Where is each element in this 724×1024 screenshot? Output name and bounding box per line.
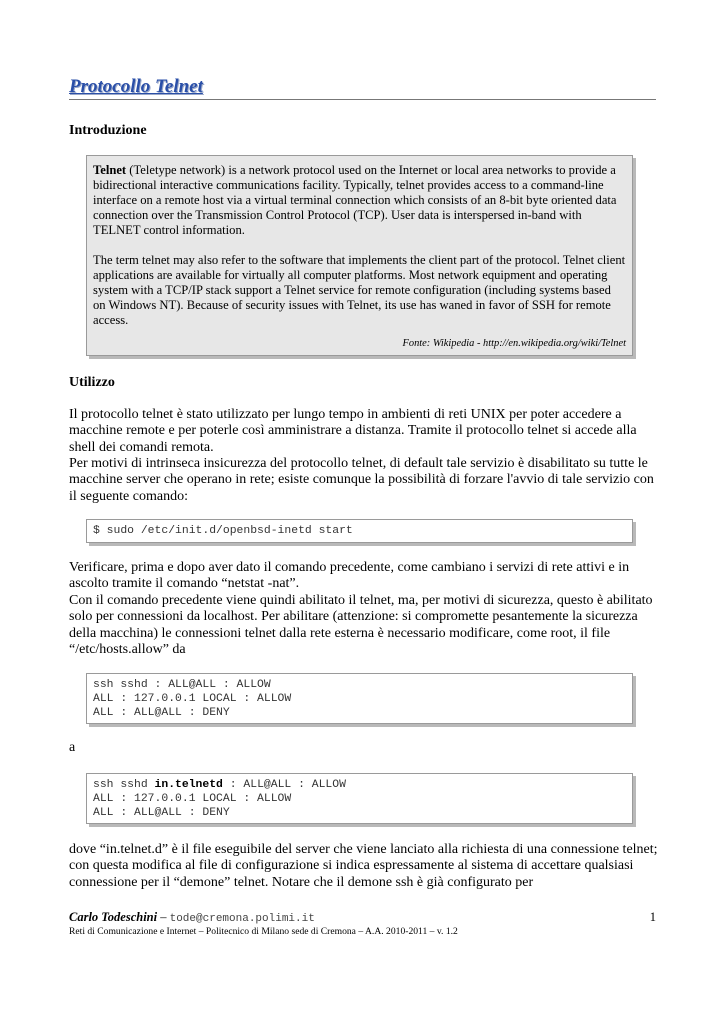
verify-paragraph-1: Verificare, prima e dopo aver dato il comando precedente, come cambiano i servizi di rete attivi e in ascolto tramite il comando “netstat -nat”. bbox=[69, 560, 630, 592]
quote-paragraph-1-text: (Teletype network) is a network protocol used on the Internet or local area networks to provide a bidirectional interactive communications facility. Typically, telnet provides access to a command-line interface on a remote host via a virtual terminal connection which consists of an 8-bit byte oriented data connection over the Transmission Control Protocol (TCP). User data is interspersed in-band with TELNET control information. bbox=[93, 163, 617, 237]
footer-author-line bbox=[69, 910, 315, 925]
usage-paragraph-2: Per motivi di intrinseca insicurezza del protocollo telnet, di default tale servizio è disabilitato su tutte le macchine server che operano in rete; esiste comunque la possibilità di forzare l'avvio di tale servizio con il seguente comando: bbox=[69, 456, 654, 504]
code-line: ALL : 127.0.0.1 LOCAL : ALLOW bbox=[93, 693, 292, 705]
code-segment: : ALL@ALL : ALLOW bbox=[222, 779, 346, 791]
footer-author: Carlo Todeschini bbox=[69, 910, 158, 924]
usage-paragraph-1: Il protocollo telnet è stato utilizzato per lungo tempo in ambienti di reti UNIX per poter accedere a macchine remote e per poterle così amministrare a distanza. Tramite il protocollo telnet si accede alla shell dei comandi remota. bbox=[69, 407, 637, 455]
code-line: ALL : ALL@ALL : DENY bbox=[93, 807, 230, 819]
code-line: $ sudo /etc/init.d/openbsd-inetd start bbox=[93, 525, 353, 537]
page-number: 1 bbox=[649, 910, 656, 924]
page-title: Protocollo Telnet bbox=[69, 76, 203, 97]
code-block-hosts-before bbox=[86, 673, 633, 724]
quote-paragraph-1 bbox=[93, 163, 626, 238]
code-line: ssh sshd : ALL@ALL : ALLOW bbox=[93, 679, 271, 691]
code-line: ALL : 127.0.0.1 LOCAL : ALLOW bbox=[93, 793, 292, 805]
quote-term: Telnet bbox=[93, 163, 127, 177]
footer-separator: – bbox=[157, 910, 170, 924]
code-line bbox=[93, 778, 626, 792]
quote-paragraph-2: The term telnet may also refer to the software that implements the client part of the protocol. Telnet client applications are available for virtually all computer platforms. Most network equipment and operating system with a TCP/IP stack support a Telnet service for remote configuration (including systems based on Windows NT). Because of security issues with Telnet, its use has waned in favor of SSH for remote access. bbox=[93, 253, 626, 327]
code-block-start-command bbox=[86, 519, 633, 543]
section-heading-utilizzo: Utilizzo bbox=[69, 375, 115, 390]
section-heading-introduzione: Introduzione bbox=[69, 123, 147, 138]
code-segment: ssh sshd bbox=[93, 779, 155, 791]
wikipedia-quote-box bbox=[86, 155, 633, 356]
footer-course-info: Reti di Comunicazione e Internet – Politecnico di Milano sede di Cremona – A.A. 2010-2011 – v. 1.2 bbox=[69, 926, 458, 937]
title-divider bbox=[69, 99, 656, 100]
quote-source: Fonte: Wikipedia - http://en.wikipedia.org/wiki/Telnet bbox=[402, 338, 626, 349]
code-line: ALL : ALL@ALL : DENY bbox=[93, 707, 230, 719]
code-highlight: in.telnetd bbox=[154, 779, 223, 791]
connector-text: a bbox=[69, 740, 76, 755]
dove-paragraph: dove “in.telnet.d” è il file eseguibile del server che viene lanciato alla richiesta di una connessione telnet; con questa modifica al file di configurazione si indica espressamente al sistema di accettare qualsiasi connessione per il “demone” telnet. Notare che il demone ssh è già configurato per bbox=[69, 842, 658, 890]
verify-paragraph-2: Con il comando precedente viene quindi abilitato il telnet, ma, per motivi di sicurezza, questo è abilitato solo per connessioni da localhost. Per abilitare (attenzione: si compromette pesantemente la sicurezza della macchina) le connessioni telnet dalla rete esterna è necessario modificare, come root, il file “/etc/hosts.allow” da bbox=[69, 593, 653, 657]
code-block-hosts-after bbox=[86, 773, 633, 824]
footer-email: tode@cremona.polimi.it bbox=[169, 913, 315, 925]
